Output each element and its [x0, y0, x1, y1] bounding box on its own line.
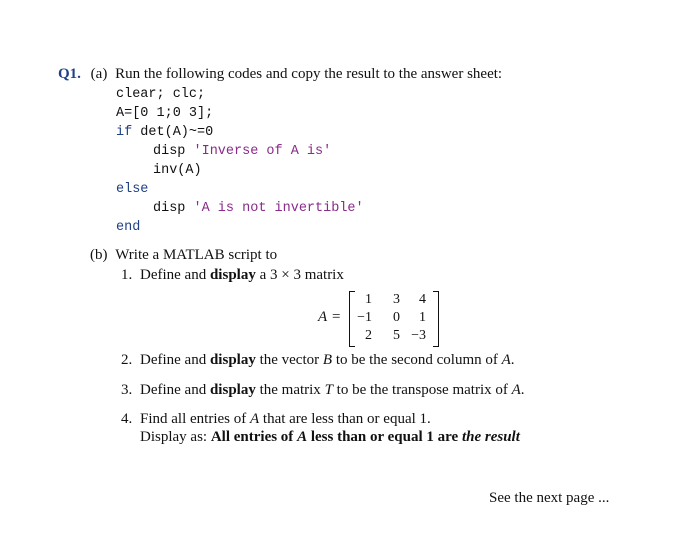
matrix-cell: 5: [393, 328, 400, 343]
item-4-display-line: [140, 429, 520, 446]
matrix-cell: 0: [393, 310, 400, 325]
matrix-cell: 2: [365, 328, 372, 343]
code-else-keyword: else: [116, 182, 149, 197]
matrix-equals: =: [332, 309, 341, 325]
item-2-text: Define and: [140, 352, 210, 368]
item-1: [121, 267, 344, 284]
item-4-display-var-a: A: [297, 429, 308, 445]
item-4-display-bold-2: less than or equal 1 are: [307, 429, 462, 445]
item-4-var-a: A: [249, 411, 260, 427]
item-4-text: Find all entries of: [140, 411, 250, 427]
code-if-condition: det(A)~=0: [132, 125, 214, 140]
item-2-bold: display: [209, 352, 256, 368]
item-2: [121, 352, 515, 369]
item-3-period: .: [520, 382, 525, 398]
item-2-period: .: [510, 352, 515, 368]
code-line-disp2: [153, 201, 364, 216]
code-line-1: clear; clc;: [116, 87, 206, 102]
code-if-keyword: if: [116, 125, 133, 140]
item-1-text-2: a 3 × 3 matrix: [255, 267, 344, 283]
item-2-text-3: to be the second column of: [332, 352, 502, 368]
item-1-bold: display: [209, 267, 256, 283]
item-1-number: 1.: [121, 267, 133, 283]
item-3-text-2: the matrix: [255, 382, 325, 398]
item-4-text-2: that are less than or equal 1.: [259, 411, 431, 427]
matrix-name: A: [318, 309, 328, 325]
item-1-text: Define and: [140, 267, 210, 283]
part-a-label: (a): [90, 66, 108, 82]
item-2-var-b: B: [322, 352, 333, 368]
code-disp2-string: 'A is not invertible': [185, 201, 364, 216]
code-disp-keyword-2: disp: [153, 201, 186, 216]
matrix-cell: 1: [365, 292, 372, 307]
code-line-if: [116, 125, 213, 140]
item-3-text: Define and: [140, 382, 210, 398]
matrix-cell: 3: [393, 292, 400, 307]
code-line-inv: inv(A): [153, 163, 202, 178]
code-line-disp1: [153, 144, 331, 159]
matrix-cell: −3: [411, 328, 426, 343]
item-2-text-2: the vector: [255, 352, 323, 368]
item-3-var-t: T: [324, 382, 333, 398]
code-end-keyword: end: [116, 220, 141, 235]
question-a-line: [58, 66, 502, 83]
matrix-cell: 1: [419, 310, 426, 325]
next-page-note: See the next page ...: [489, 490, 610, 506]
matrix-cell: −1: [357, 310, 372, 325]
item-3-bold: display: [209, 382, 256, 398]
matrix-cell: 4: [419, 292, 426, 307]
item-2-number: 2.: [121, 352, 133, 368]
item-4-number: 4.: [121, 411, 133, 427]
part-b-label: (b): [90, 247, 108, 263]
code-disp-keyword: disp: [153, 144, 186, 159]
item-4: [121, 411, 431, 428]
code-disp1-string: 'Inverse of A is': [185, 144, 332, 159]
part-b-line: [90, 247, 277, 264]
item-4-display-bold-1: All entries of: [210, 429, 298, 445]
code-line-2: A=[0 1;0 3];: [116, 106, 214, 121]
matrix-right-bracket: [433, 291, 439, 347]
item-2-var-a: A: [501, 352, 511, 368]
item-3-var-a: A: [511, 382, 521, 398]
item-4-display-result: the result: [461, 429, 520, 445]
item-3: [121, 382, 525, 399]
question-number: Q1.: [58, 66, 81, 82]
item-4-display-prefix: Display as:: [140, 429, 211, 445]
item-3-text-3: to be the transpose matrix of: [332, 382, 512, 398]
part-a-instruction: Run the following codes and copy the result to the answer sheet:: [115, 66, 503, 82]
part-b-intro: Write a MATLAB script to: [115, 247, 278, 263]
item-3-number: 3.: [121, 382, 133, 398]
